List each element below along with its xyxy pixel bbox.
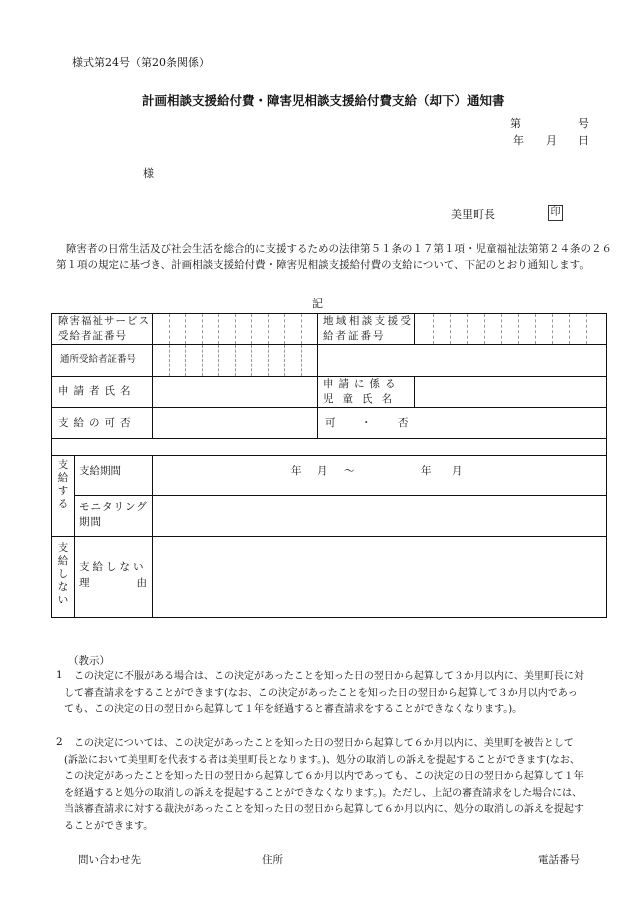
ki-heading: 記: [312, 297, 323, 310]
approval-separator: ・: [361, 417, 372, 429]
regional-id-label: 地域相談支援受給者証番号: [323, 315, 413, 342]
date-month: 月: [546, 134, 557, 147]
period-year-2: 年: [421, 465, 432, 477]
address-label: 住所: [262, 854, 283, 866]
seal-mark: 印: [548, 205, 563, 221]
notice-item2-number: 2: [56, 736, 63, 748]
doc-number-suffix: 号: [578, 117, 589, 130]
daycare-id-label: 通所受給者証番号: [60, 354, 137, 365]
notice-heading: （教示）: [68, 655, 110, 667]
child-label-line2: 児童氏名: [323, 393, 401, 405]
notice-item1-body: この決定に不服がある場合は、この決定があったことを知った日の翌日から起算して３か月以内に、美里町長に対して審査請求をすることができます(なお、この決定があったことを知った日の翌日から起算して３か月以内であっても、この決定の日の翌日から起算して１年を経過すると審査請求をすることができなくなります。)。: [64, 671, 584, 716]
intro-paragraph: 障害者の日常生活及び社会生活を総合的に支援するための法律第５１条の１７第１項・児童福祉法第第２４条の２６第１項の規定に基づき、計画相談支援給付費・障害児相談支援給付費の支給について、下記のとおり通知します。: [56, 243, 612, 271]
notice-table: [51, 313, 607, 618]
doc-number-prefix: 第: [510, 117, 521, 130]
notice-item1-text: [64, 669, 586, 719]
notice-item2-text: [64, 736, 586, 836]
issuer-name: 美里町長: [451, 208, 495, 221]
date-year: 年: [513, 134, 524, 147]
approval-yes: 可: [325, 417, 336, 429]
notice-item1-number: 1: [56, 669, 63, 681]
reason-label-yu: 由: [136, 577, 147, 589]
notice-item2-body: この決定については、この決定があったことを知った日の翌日から起算して６か月以内に、美里町を被告として(訴訟において美里町を代表する者は美里町長となります。)、処分の取消しの訴えを提起することができます(なお、この決定があったことを知った日の翌日から起算して６か月以内であっても、この決定の日の翌日から起算して１年を経過すると処分の取消しの訴えを提起することができなくなります。)。ただし、上記の審査請求をした場合には、当該審査請求に対する裁決があったことを知った日の翌日から起算して６か月以内に、処分の取消しの訴えを提起することができます。: [64, 738, 584, 832]
period-tilde: ～: [344, 465, 355, 477]
monitoring-label: モニタリング期間: [79, 501, 148, 528]
period-label: 支給期間: [79, 465, 121, 477]
child-label-line1: 申請に係る: [323, 378, 401, 390]
period-month-1: 月: [317, 465, 328, 477]
addressee-sama: 様: [143, 167, 154, 180]
applicant-label: 申請者氏名: [58, 385, 136, 397]
form-number: 様式第24号（第20条関係）: [72, 56, 210, 69]
period-month-2: 月: [452, 465, 463, 477]
no-provide-side-label: 支給しない: [57, 542, 69, 606]
date-day: 日: [578, 134, 589, 147]
document-title: 計画相談支援給付費・障害児相談支援給付費支給（却下）通知書: [142, 93, 505, 108]
welfare-id-label: 障害福祉サービス受給者証番号: [58, 315, 150, 342]
reason-label-line1: 支給しない: [79, 561, 147, 573]
provide-side-label: 支給する: [57, 459, 69, 510]
approval-no: 否: [398, 417, 409, 429]
phone-label: 電話番号: [538, 854, 580, 866]
contact-label: 問い合わせ先: [78, 854, 141, 866]
reason-label-line2: [79, 576, 147, 591]
reason-label-ri: 理: [79, 577, 90, 589]
period-year-1: 年: [291, 465, 302, 477]
approval-label: 支給の可否: [58, 417, 136, 429]
